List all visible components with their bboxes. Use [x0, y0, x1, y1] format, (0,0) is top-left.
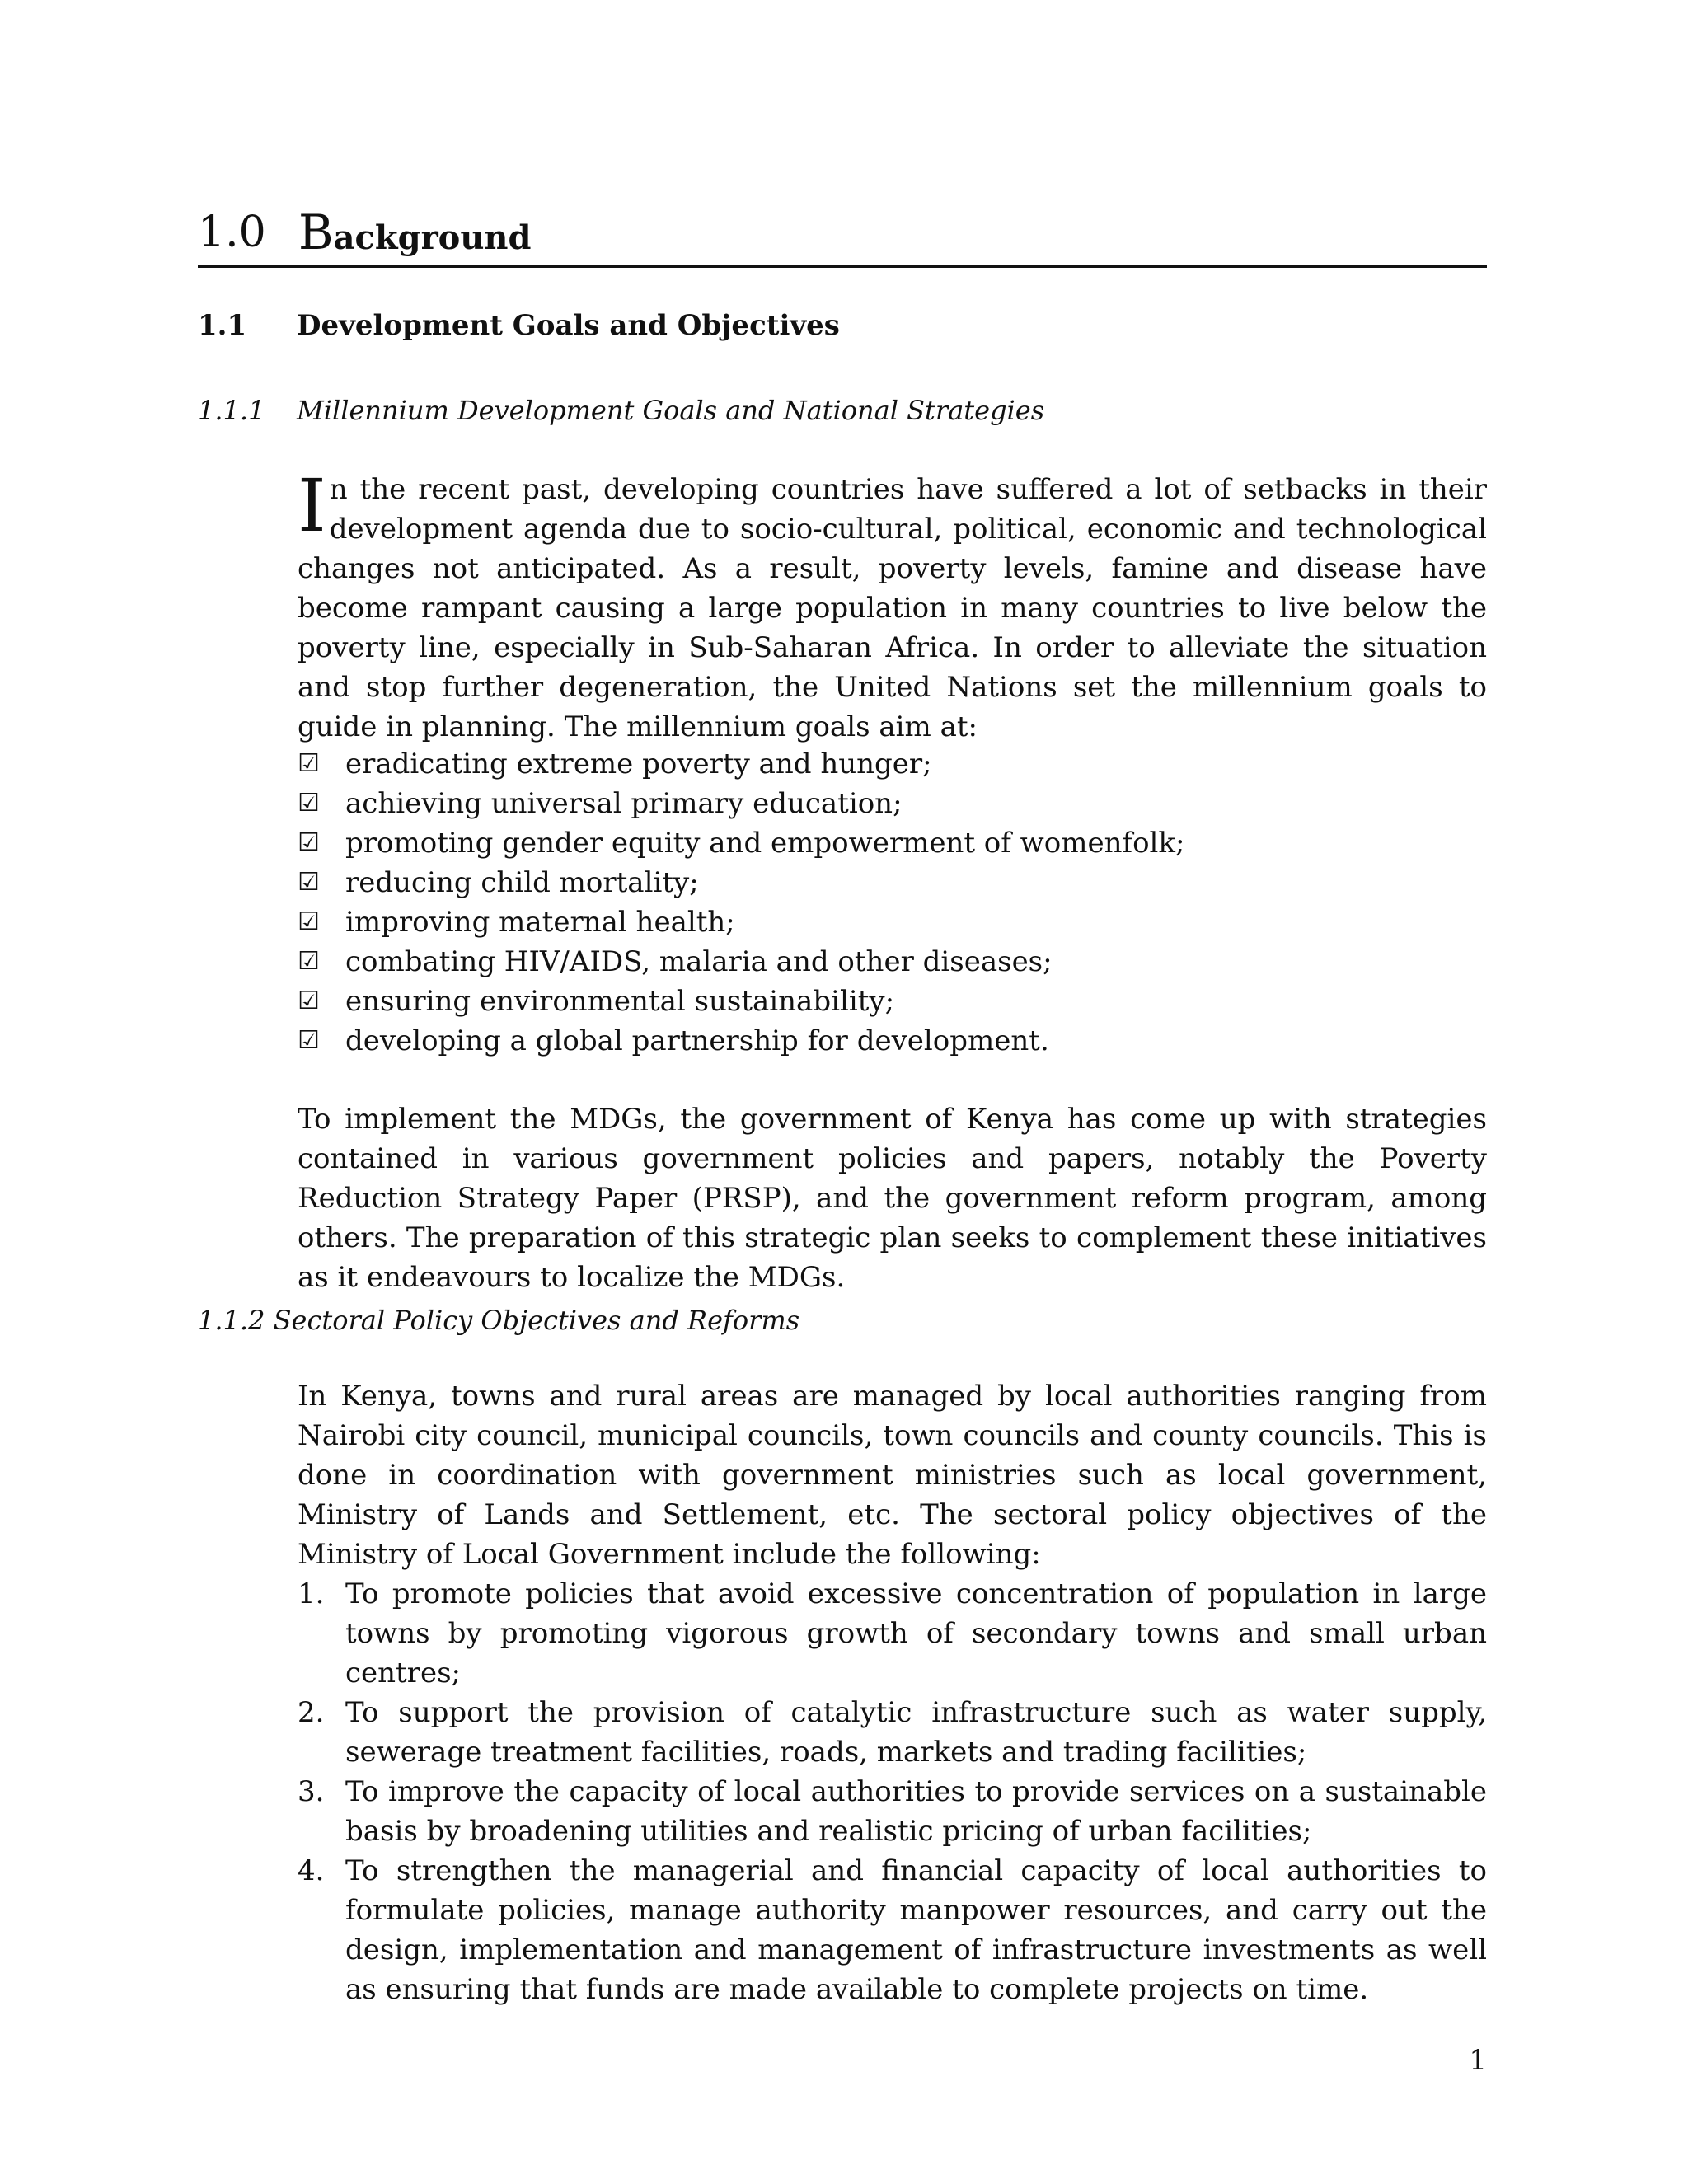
section-heading	[198, 309, 840, 342]
list-item	[298, 1021, 1487, 1061]
policy-objectives-list	[298, 1574, 1487, 2009]
intro-text: n the recent past, developing countries have suffered a lot of setbacks in their development agenda due to socio-cultural, political, economic and technological changes not anticipated. As a result, poverty levels, famine and disease have become rampant causing a large population in many countries to live below the poverty line, especially in Sub-Saharan Africa. In order to alleviate the situation and stop further degeneration, the United Nations set the millennium goals to guide in planning. The millennium goals aim at:	[298, 473, 1487, 743]
list-item	[298, 1693, 1487, 1772]
subsection-number: 1.1.1	[198, 395, 265, 426]
list-item	[298, 1772, 1487, 1851]
list-item	[298, 823, 1487, 863]
mdg-goals-list	[298, 744, 1487, 1061]
list-item-text: To promote policies that avoid excessive concentration of population in large towns by promoting vigorous growth of secondary towns and small urban centres;	[345, 1577, 1487, 1690]
list-item-text: reducing child mortality;	[345, 866, 699, 899]
list-item-text: combating HIV/AIDS, malaria and other diseases;	[345, 945, 1053, 978]
checkbox-checked-icon: ☑	[298, 1026, 320, 1055]
list-item-text: To support the provision of catalytic infrastructure such as water supply, sewerage treatment facilities, roads, markets and trading facilities;	[345, 1696, 1487, 1769]
checkbox-checked-icon: ☑	[298, 987, 320, 1015]
list-item	[298, 863, 1487, 902]
checkbox-checked-icon: ☑	[298, 947, 320, 976]
kenya-paragraph: In Kenya, towns and rural areas are managed by local authorities ranging from Nairobi city council, municipal councils, town councils and county councils. This is done in coordination with government ministries such as local government, Ministry of Lands and Settlement, etc. The sectoral policy objectives of the Ministry of Local Government include the following:	[298, 1380, 1487, 1571]
list-item	[298, 982, 1487, 1021]
chapter-number: 1.0	[198, 208, 266, 257]
drop-cap: I	[298, 463, 326, 548]
list-item	[298, 902, 1487, 942]
list-number: 2.	[298, 1696, 325, 1729]
section-title: Development Goals and Objectives	[297, 309, 840, 342]
list-number: 4.	[298, 1854, 325, 1887]
checkbox-checked-icon: ☑	[298, 789, 320, 818]
subsection-heading-2: 1.1.2 Sectoral Policy Objectives and Reforms	[198, 1305, 800, 1336]
list-number: 3.	[298, 1775, 325, 1808]
implement-paragraph: To implement the MDGs, the government of Kenya has come up with strategies contained in various government policies and papers, notably the Poverty Reduction Strategy Paper (PRSP), and the government reform program, among others. The preparation of this strategic plan seeks to complement these initiatives as it endeavours to localize the MDGs.	[298, 1103, 1487, 1294]
checkbox-checked-icon: ☑	[298, 868, 320, 897]
list-item-text: To improve the capacity of local authorities to provide services on a sustainable basis by broadening utilities and realistic pricing of urban facilities;	[345, 1775, 1487, 1848]
chapter-heading	[198, 204, 1487, 268]
chapter-title	[298, 204, 532, 263]
list-item-text: developing a global partnership for development.	[345, 1024, 1049, 1057]
chapter-title-initial: B	[298, 204, 334, 260]
section-number: 1.1	[198, 309, 247, 342]
checkbox-checked-icon: ☑	[298, 828, 320, 857]
list-item-text: To strengthen the managerial and financial capacity of local authorities to formulate policies, manage authority manpower resources, and carry out the design, implementation and management of infrastructure investments as well as ensuring that funds are made available to complete projects on time.	[345, 1854, 1487, 2006]
intro-paragraph	[298, 463, 1487, 747]
list-item-text: promoting gender equity and empowerment of womenfolk;	[345, 827, 1185, 860]
list-item	[298, 1851, 1487, 2009]
list-item-text: eradicating extreme poverty and hunger;	[345, 748, 932, 780]
chapter-title-rest: ackground	[333, 218, 532, 257]
list-number: 1.	[298, 1577, 325, 1610]
checkbox-checked-icon: ☑	[298, 907, 320, 936]
list-item-text: improving maternal health;	[345, 906, 735, 939]
page-number: 1	[1469, 2044, 1487, 2077]
subsection-title: Millennium Development Goals and National Strategies	[297, 395, 1045, 426]
checkbox-checked-icon: ☑	[298, 749, 320, 778]
list-item	[298, 942, 1487, 982]
list-item-text: achieving universal primary education;	[345, 787, 903, 820]
list-item	[298, 784, 1487, 823]
list-item	[298, 744, 1487, 784]
subsection-heading-1	[198, 394, 1044, 427]
list-item	[298, 1574, 1487, 1693]
list-item-text: ensuring environmental sustainability;	[345, 985, 895, 1018]
